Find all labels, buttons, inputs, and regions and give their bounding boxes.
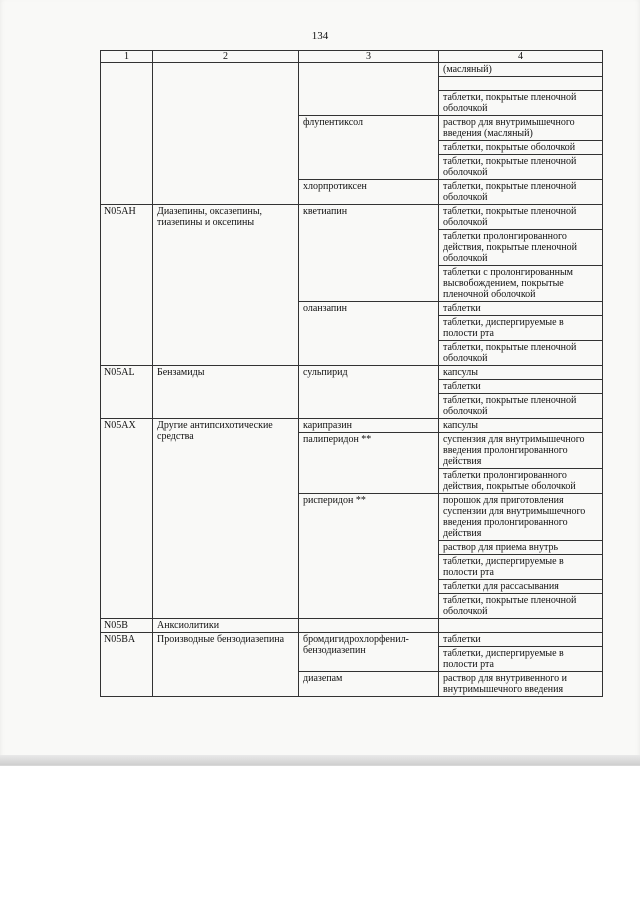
table-row xyxy=(101,63,603,77)
group-name-cell: Диазепины, оксазепины, тиазепины и оксепины xyxy=(153,205,299,366)
dosage-form-cell: капсулы xyxy=(439,419,603,433)
table-row xyxy=(101,366,603,380)
header-row xyxy=(101,51,603,63)
drug-name-cell: рисперидон ** xyxy=(299,494,439,619)
atc-code-cell: N05AX xyxy=(101,419,153,619)
table-body xyxy=(101,63,603,697)
dosage-form-cell: таблетки, покрытые пленочной оболочкой xyxy=(439,180,603,205)
atc-code-cell: N05BA xyxy=(101,633,153,697)
table-row xyxy=(101,619,603,633)
drug-name-cell: сульпирид xyxy=(299,366,439,419)
drug-name-cell: флупентиксол xyxy=(299,116,439,180)
dosage-form-cell: раствор для внутривенного и внутримышечного введения xyxy=(439,672,603,697)
dosage-form-cell: таблетки, диспергируемые в полости рта xyxy=(439,555,603,580)
dosage-form-cell: раствор для внутримышечного введения (масляный) xyxy=(439,116,603,141)
dosage-form-cell: порошок для приготовления суспензии для внутримышечного введения пролонгированного действия xyxy=(439,494,603,541)
table-row xyxy=(101,633,603,647)
dosage-form-cell: таблетки xyxy=(439,633,603,647)
atc-code-cell: N05AL xyxy=(101,366,153,419)
dosage-form-cell: таблетки пролонгированного действия, покрытые пленочной оболочкой xyxy=(439,230,603,266)
drug-table xyxy=(100,50,603,697)
drug-name-cell: карипразин xyxy=(299,419,439,433)
column-header-4: 4 xyxy=(439,51,603,63)
drug-name-cell: палиперидон ** xyxy=(299,433,439,494)
drug-name-cell: бромдигидрохлорфенил-бензодиазепин xyxy=(299,633,439,672)
table-header xyxy=(101,51,603,63)
dosage-form-cell: таблетки xyxy=(439,302,603,316)
dosage-form-cell: таблетки пролонгированного действия, покрытые оболочкой xyxy=(439,469,603,494)
drug-name-cell: хлорпротиксен xyxy=(299,180,439,205)
drug-name-cell: кветиапин xyxy=(299,205,439,302)
group-name-cell xyxy=(153,63,299,205)
table-row xyxy=(101,419,603,433)
group-name-cell: Другие антипсихотические средства xyxy=(153,419,299,619)
dosage-form-cell: таблетки, диспергируемые в полости рта xyxy=(439,647,603,672)
dosage-form-cell: таблетки, покрытые пленочной оболочкой xyxy=(439,394,603,419)
dosage-form-cell: таблетки, диспергируемые в полости рта xyxy=(439,316,603,341)
drug-name-cell: диазепам xyxy=(299,672,439,697)
drug-name-cell: оланзапин xyxy=(299,302,439,366)
column-header-2: 2 xyxy=(153,51,299,63)
dosage-form-cell: таблетки, покрытые оболочкой xyxy=(439,141,603,155)
column-header-1: 1 xyxy=(101,51,153,63)
dosage-form-cell: суспензия для внутримышечного введения пролонгированного действия xyxy=(439,433,603,469)
group-name-cell: Бензамиды xyxy=(153,366,299,419)
dosage-form-cell: таблетки xyxy=(439,380,603,394)
atc-code-cell: N05AH xyxy=(101,205,153,366)
dosage-form-cell xyxy=(439,619,603,633)
dosage-form-cell: (масляный) xyxy=(439,63,603,77)
atc-code-cell xyxy=(101,63,153,205)
group-name-cell: Анксиолитики xyxy=(153,619,299,633)
dosage-form-cell: таблетки, покрытые пленочной оболочкой xyxy=(439,341,603,366)
dosage-form-cell: капсулы xyxy=(439,366,603,380)
dosage-form-cell: таблетки, покрытые пленочной оболочкой xyxy=(439,205,603,230)
drug-name-cell xyxy=(299,63,439,116)
group-name-cell: Производные бензодиазепина xyxy=(153,633,299,697)
page-number: 134 xyxy=(311,30,329,42)
dosage-form-cell: таблетки, покрытые пленочной оболочкой xyxy=(439,594,603,619)
dosage-form-cell: таблетки, покрытые пленочной оболочкой xyxy=(439,91,603,116)
dosage-form-cell xyxy=(439,77,603,91)
dosage-form-cell: раствор для приема внутрь xyxy=(439,541,603,555)
drug-name-cell xyxy=(299,619,439,633)
table-row xyxy=(101,205,603,230)
column-header-3: 3 xyxy=(299,51,439,63)
dosage-form-cell: таблетки для рассасывания xyxy=(439,580,603,594)
dosage-form-cell: таблетки, покрытые пленочной оболочкой xyxy=(439,155,603,180)
atc-code-cell: N05B xyxy=(101,619,153,633)
dosage-form-cell: таблетки с пролонгированным высвобождением, покрытые пленочной оболочкой xyxy=(439,266,603,302)
